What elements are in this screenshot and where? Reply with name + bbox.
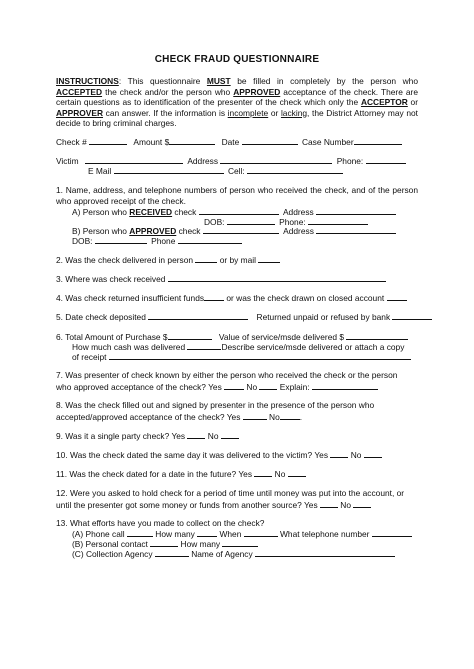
delivered-by-mail-field[interactable]	[258, 254, 280, 263]
victim-field[interactable]	[85, 155, 183, 164]
instructions-paragraph: INSTRUCTIONS: This questionnaire MUST be filled in completely by the person who ACCEPTED the check and/or the person who APPROVED acceptance of the check. There are certain questions as to identification of the presenter of the check which only the ACCEPTOR or APPROVER can answer. If the information is incomplete or lacking, the District Attorney may not decide to bring criminal charges.	[56, 76, 419, 129]
email-row	[88, 165, 343, 176]
question-6: 6. Total Amount of Purchase $ Value of service/msde delivered $	[56, 331, 408, 342]
victim-phone-field[interactable]	[366, 155, 406, 164]
victim-address-label: Address	[187, 156, 219, 166]
phone-call-row: (A) Phone call How many When What telephone number	[72, 528, 412, 539]
received-name-field[interactable]	[199, 206, 279, 215]
approved-address-field[interactable]	[316, 225, 396, 234]
q8-yes-field[interactable]	[243, 411, 267, 420]
receipt-description-field[interactable]	[109, 351, 411, 360]
case-number-label: Case Number	[301, 137, 354, 147]
q9-no-field[interactable]	[221, 430, 239, 439]
cell-label: Cell:	[227, 166, 245, 176]
q11-yes-field[interactable]	[254, 468, 272, 477]
approved-name-field[interactable]	[203, 225, 279, 234]
cell-field[interactable]	[247, 165, 343, 174]
closed-account-field[interactable]	[387, 292, 407, 301]
question-11: 11. Was the check dated for a date in the future? Yes No	[56, 468, 306, 479]
q12-no-field[interactable]	[353, 499, 371, 508]
email-label: E Mail	[88, 166, 112, 176]
value-delivered-field[interactable]	[346, 331, 408, 340]
check-info-row	[56, 136, 402, 147]
received-phone-field[interactable]	[308, 216, 368, 225]
q7-no-field[interactable]	[259, 381, 277, 390]
received-dob-field[interactable]	[227, 216, 275, 225]
question-13: 13. What efforts have you made to collect on the check?	[56, 518, 265, 528]
email-field[interactable]	[114, 165, 224, 174]
insufficient-funds-field[interactable]	[204, 292, 224, 301]
received-address-field[interactable]	[316, 206, 396, 215]
question-7: 7. Was presenter of check known by either the person who received the check or the person who approved acceptance of the check? Yes No Explain:	[56, 370, 398, 392]
question-10: 10. Was the check dated the same day it was delivered to the victim? Yes No	[56, 449, 382, 460]
approved-person-row: B) Person who APPROVED check Address	[72, 225, 396, 236]
q9-yes-field[interactable]	[187, 430, 205, 439]
question-4: 4. Was check returned insufficient funds or was the check drawn on closed account	[56, 292, 407, 303]
collection-agency-row: (C) Collection Agency Name of Agency	[72, 548, 395, 559]
victim-address-field[interactable]	[220, 155, 332, 164]
collection-agency-field[interactable]	[155, 548, 189, 557]
question-2: 2. Was the check delivered in person or by mail	[56, 254, 280, 265]
delivered-in-person-field[interactable]	[195, 254, 217, 263]
cash-delivered-field[interactable]	[187, 341, 221, 350]
personal-contact-field[interactable]	[150, 538, 178, 547]
agency-name-field[interactable]	[255, 548, 395, 557]
question-3: 3. Where was check received	[56, 273, 386, 284]
instructions-label: INSTRUCTIONS	[56, 76, 119, 86]
amount-label: Amount $	[133, 137, 170, 147]
check-number-label: Check #	[56, 137, 87, 147]
check-number-field[interactable]	[89, 136, 127, 145]
q10-yes-field[interactable]	[330, 449, 348, 458]
page-title: CHECK FRAUD QUESTIONNAIRE	[154, 54, 320, 65]
q10-no-field[interactable]	[364, 449, 382, 458]
question-8: 8. Was the check filled out and signed by presenter in the presence of the person who accepted/approved acceptance of the check? Yes No .	[56, 400, 375, 422]
approved-dob-field[interactable]	[95, 235, 147, 244]
case-number-field[interactable]	[354, 136, 402, 145]
returned-unpaid-field[interactable]	[392, 311, 432, 320]
phone-number-field[interactable]	[372, 528, 412, 537]
q11-no-field[interactable]	[288, 468, 306, 477]
q8-no-field[interactable]	[280, 411, 300, 420]
question-1: 1. Name, address, and telephone numbers of person who received the check, and of the person who approved receipt of the check.	[56, 185, 418, 206]
personal-contact-row: (B) Personal contact How many	[72, 538, 258, 549]
phone-when-field[interactable]	[244, 528, 278, 537]
date-label: Date	[221, 137, 240, 147]
question-6-cash-row: How much cash was delivered Describe service/msde delivered or attach a copy	[72, 342, 405, 352]
where-received-field[interactable]	[168, 273, 386, 282]
phone-how-many-field[interactable]	[197, 528, 217, 537]
q7-explain-field[interactable]	[312, 381, 378, 390]
approved-dob-row: DOB: Phone	[72, 235, 242, 246]
received-person-row: A) Person who RECEIVED check Address	[72, 206, 396, 217]
question-5: 5. Date check deposited Returned unpaid or refused by bank	[56, 311, 432, 322]
question-9: 9. Was it a single party check? Yes No	[56, 430, 239, 441]
q7-yes-field[interactable]	[224, 381, 244, 390]
question-12: 12. Were you asked to hold check for a period of time until money was put into the account, or until the presenter got some money or funds from another source? Yes No	[56, 488, 405, 510]
question-6-receipt-row: of receipt	[72, 351, 411, 362]
total-purchase-field[interactable]	[168, 331, 212, 340]
victim-label: Victim	[56, 156, 79, 166]
personal-how-many-field[interactable]	[222, 538, 258, 547]
approved-phone-field[interactable]	[178, 235, 242, 244]
received-dob-row: DOB: Phone:	[204, 216, 368, 227]
date-field[interactable]	[242, 136, 298, 145]
q12-yes-field[interactable]	[320, 499, 338, 508]
amount-field[interactable]	[169, 136, 215, 145]
victim-phone-label: Phone:	[336, 156, 364, 166]
phone-call-field[interactable]	[127, 528, 153, 537]
date-deposited-field[interactable]	[148, 311, 248, 320]
